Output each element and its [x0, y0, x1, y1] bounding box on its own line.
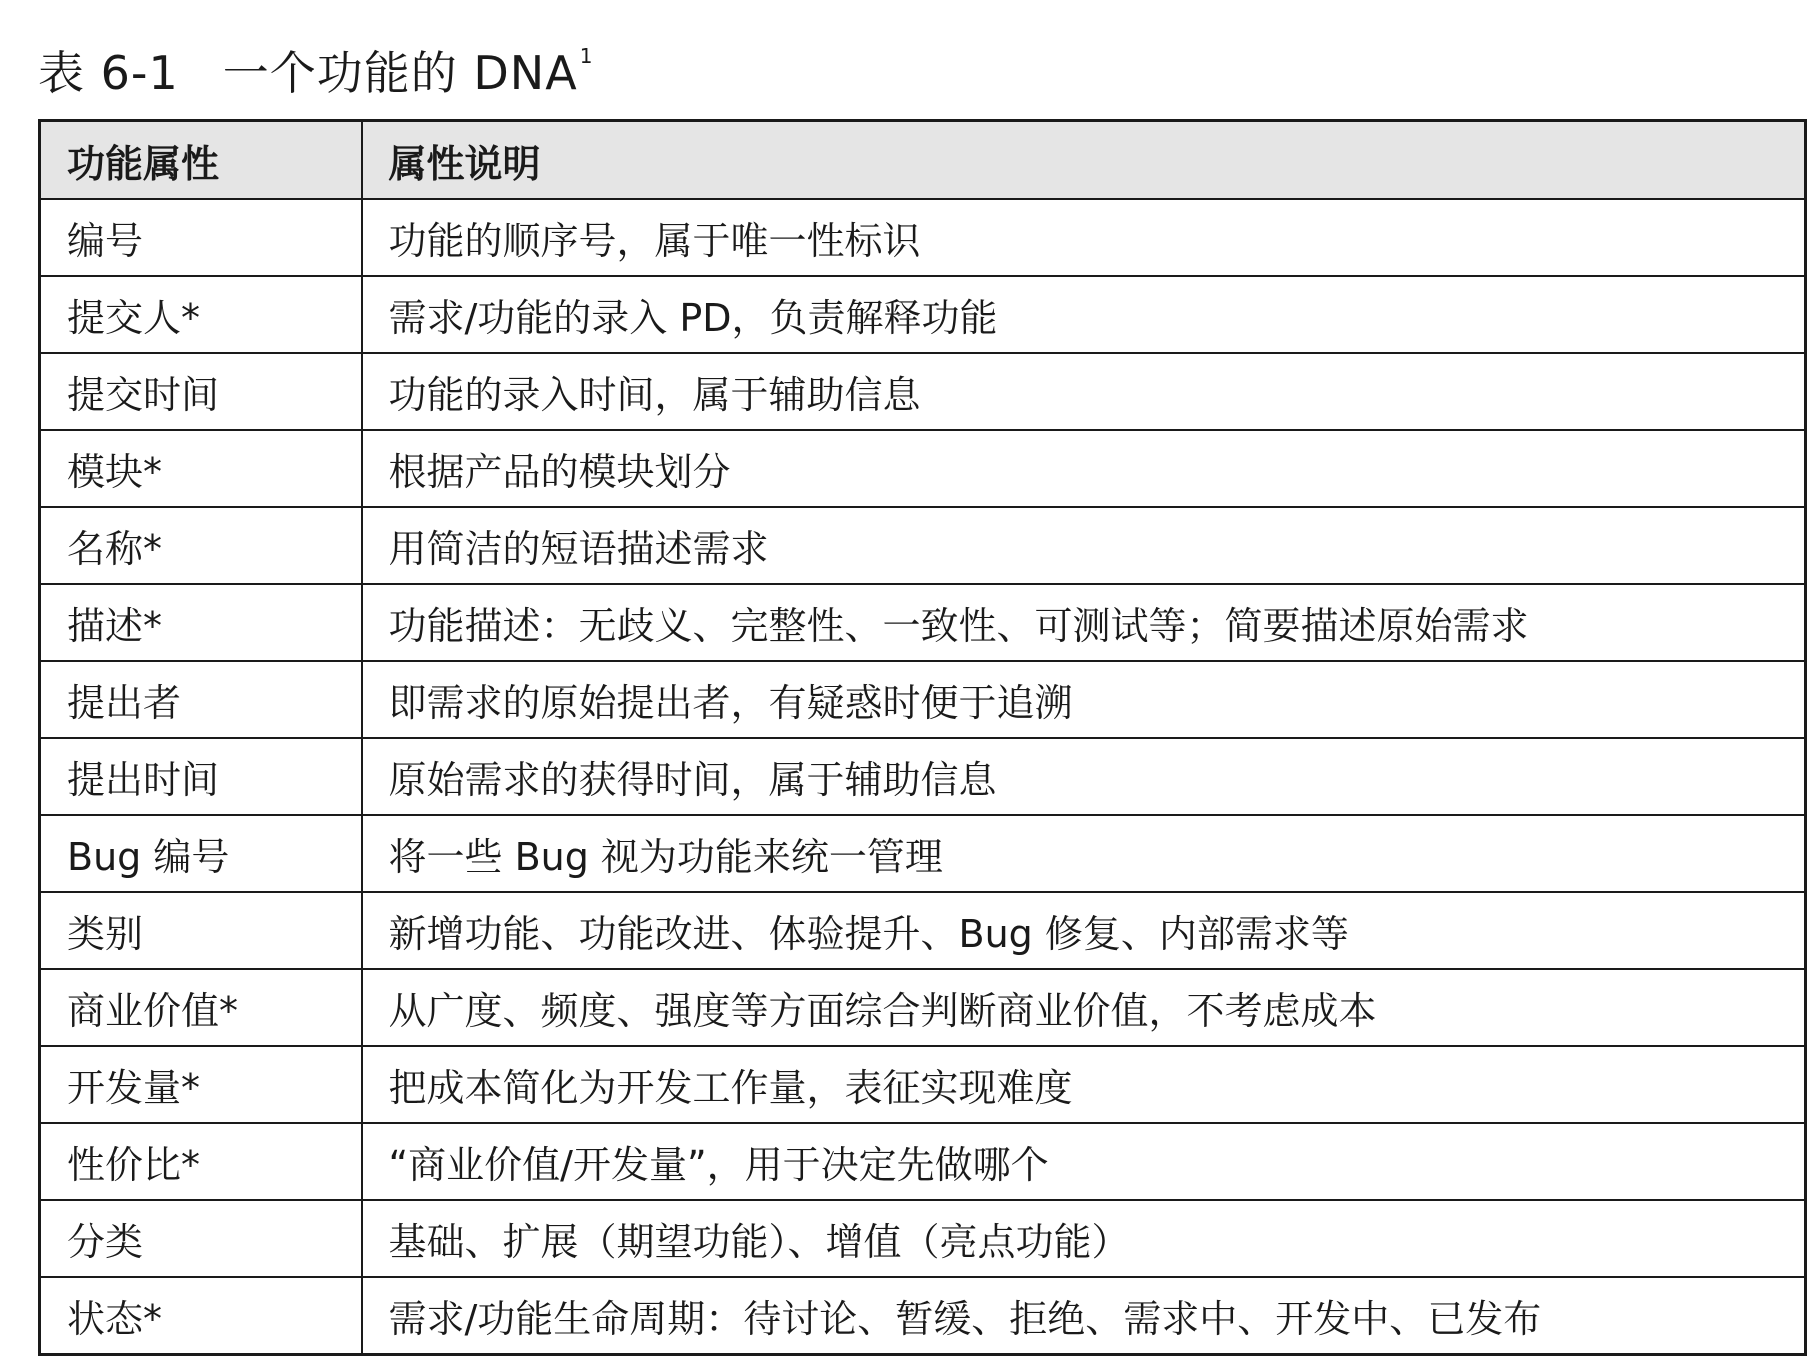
description-cell: 将一些 Bug 视为功能来统一管理	[362, 815, 1806, 892]
description-cell: 需求/功能生命周期：待讨论、暂缓、拒绝、需求中、开发中、已发布	[362, 1277, 1806, 1355]
description-cell: 功能的顺序号，属于唯一性标识	[362, 199, 1806, 276]
attribute-cell: 提交时间	[40, 353, 362, 430]
table-row	[40, 892, 1806, 969]
table-row	[40, 1277, 1806, 1355]
description-cell: 根据产品的模块划分	[362, 430, 1806, 507]
attribute-cell: 性价比*	[40, 1123, 362, 1200]
attribute-cell: 提出者	[40, 661, 362, 738]
attribute-cell: 提交人*	[40, 276, 362, 353]
attribute-cell: 分类	[40, 1200, 362, 1277]
header-attribute: 功能属性	[40, 121, 362, 200]
attribute-cell: 编号	[40, 199, 362, 276]
attribute-cell: 类别	[40, 892, 362, 969]
table-row	[40, 353, 1806, 430]
header-description: 属性说明	[362, 121, 1806, 200]
table-row	[40, 1123, 1806, 1200]
table-title: 一个功能的 DNA	[222, 46, 578, 100]
description-cell: 即需求的原始提出者，有疑惑时便于追溯	[362, 661, 1806, 738]
feature-dna-table	[38, 119, 1807, 1356]
description-cell: 用简洁的短语描述需求	[362, 507, 1806, 584]
attribute-cell: 商业价值*	[40, 969, 362, 1046]
table-row	[40, 584, 1806, 661]
description-cell: 从广度、频度、强度等方面综合判断商业价值，不考虑成本	[362, 969, 1806, 1046]
description-cell: 原始需求的获得时间，属于辅助信息	[362, 738, 1806, 815]
description-cell: 功能描述：无歧义、完整性、一致性、可测试等；简要描述原始需求	[362, 584, 1806, 661]
table-row	[40, 1200, 1806, 1277]
table-number: 表 6-1	[38, 46, 179, 100]
description-cell: 功能的录入时间，属于辅助信息	[362, 353, 1806, 430]
description-cell: 基础、扩展（期望功能）、增值（亮点功能）	[362, 1200, 1806, 1277]
attribute-cell: 名称*	[40, 507, 362, 584]
table-row	[40, 1046, 1806, 1123]
table-row	[40, 738, 1806, 815]
description-cell: 把成本简化为开发工作量，表征实现难度	[362, 1046, 1806, 1123]
table-header-row	[40, 121, 1806, 200]
table-row	[40, 661, 1806, 738]
attribute-cell: Bug 编号	[40, 815, 362, 892]
table-row	[40, 199, 1806, 276]
attribute-cell: 开发量*	[40, 1046, 362, 1123]
table-row	[40, 507, 1806, 584]
description-cell: 需求/功能的录入 PD，负责解释功能	[362, 276, 1806, 353]
table-row	[40, 969, 1806, 1046]
footnote-mark: 1	[579, 44, 594, 68]
table-row	[40, 276, 1806, 353]
attribute-cell: 描述*	[40, 584, 362, 661]
table-row	[40, 815, 1806, 892]
attribute-cell: 状态*	[40, 1277, 362, 1355]
table-row	[40, 430, 1806, 507]
description-cell: 新增功能、功能改进、体验提升、Bug 修复、内部需求等	[362, 892, 1806, 969]
description-cell: “商业价值/开发量”，用于决定先做哪个	[362, 1123, 1806, 1200]
attribute-cell: 模块*	[40, 430, 362, 507]
table-caption	[38, 28, 593, 101]
attribute-cell: 提出时间	[40, 738, 362, 815]
